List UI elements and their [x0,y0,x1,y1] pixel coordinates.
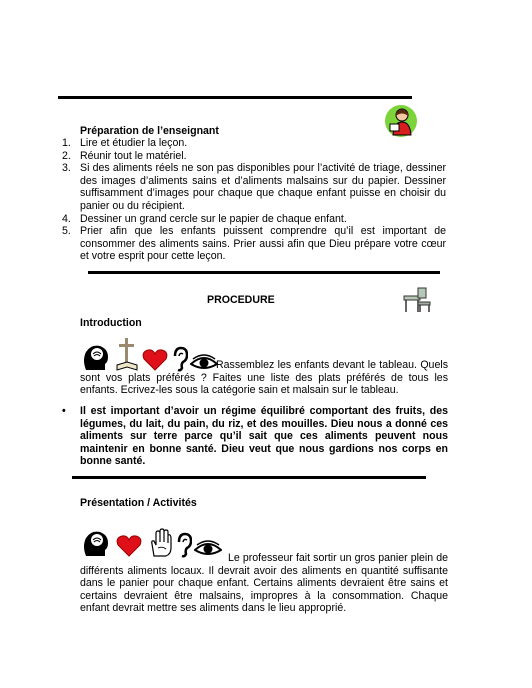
list-item: 5. Prier afin que les enfants puissent comprendre qu’il est important de consommer des aliments sains. Prier aussi afin que Dieu prépare votre cœur et votre esprit pour cette leçon. [62,225,446,263]
school-desk-icon [402,284,432,314]
presentation-text: Le professeur fait sortir un gros panier plein de différents aliments locaux. Il devrait avoir des aliments en quantité suffisante dans le panier pour chaque enfant. Certains aliments devraient être sains et certains devraient être malsains, impropres à la consommation. Chaque enfant devrait mettre ses aliments dans le lieu approprié. [80,552,448,615]
key-message-bullet: • Il est important d’avoir un régime équilibré comportant des fruits, des légumes, du lait, du pain, du riz, et des mouilles. Dieu nous a donné ces aliments sur terre parce qu’il sait que ces aliments peuvent nous maintenir en bonne santé. Dieu veut que nous gardions nos corps en bonne santé. [62,405,448,468]
divider-procedure [88,271,440,274]
divider-top [58,96,412,99]
list-item: 1. Lire et étudier la leçon. [62,137,188,149]
preparation-list [62,137,446,263]
bullet-symbol: • [62,405,66,417]
teacher-icon [384,104,418,138]
procedure-title: PROCEDURE [207,294,275,306]
list-item: 2. Réunir tout le matériel. [62,149,187,162]
preparation-title: Préparation de l’enseignant [80,125,219,137]
presentation-title: Présentation / Activités [80,497,197,509]
list-item: 3. Si des aliments réels ne son pas disponibles pour l’activité de triage, dessiner des images d’aliments sains et d’aliments malsains sur du papier. Dessiner suffisamment d’images pour chaque que chaque enfant puisse en choisir du panier ou du récipient. [62,162,446,212]
divider-presentation [72,476,426,479]
introduction-text: Rassemblez les enfants devant le tableau. Quels sont vos plats préférés ? Faites une liste des plats préférés de tous les enfants. Ecrivez-les sous la catégorie sain et malsain sur le tableau. [80,359,448,397]
introduction-title: Introduction [80,317,142,329]
list-item: 4. Dessiner un grand cercle sur le papier de chaque enfant. [62,212,347,225]
